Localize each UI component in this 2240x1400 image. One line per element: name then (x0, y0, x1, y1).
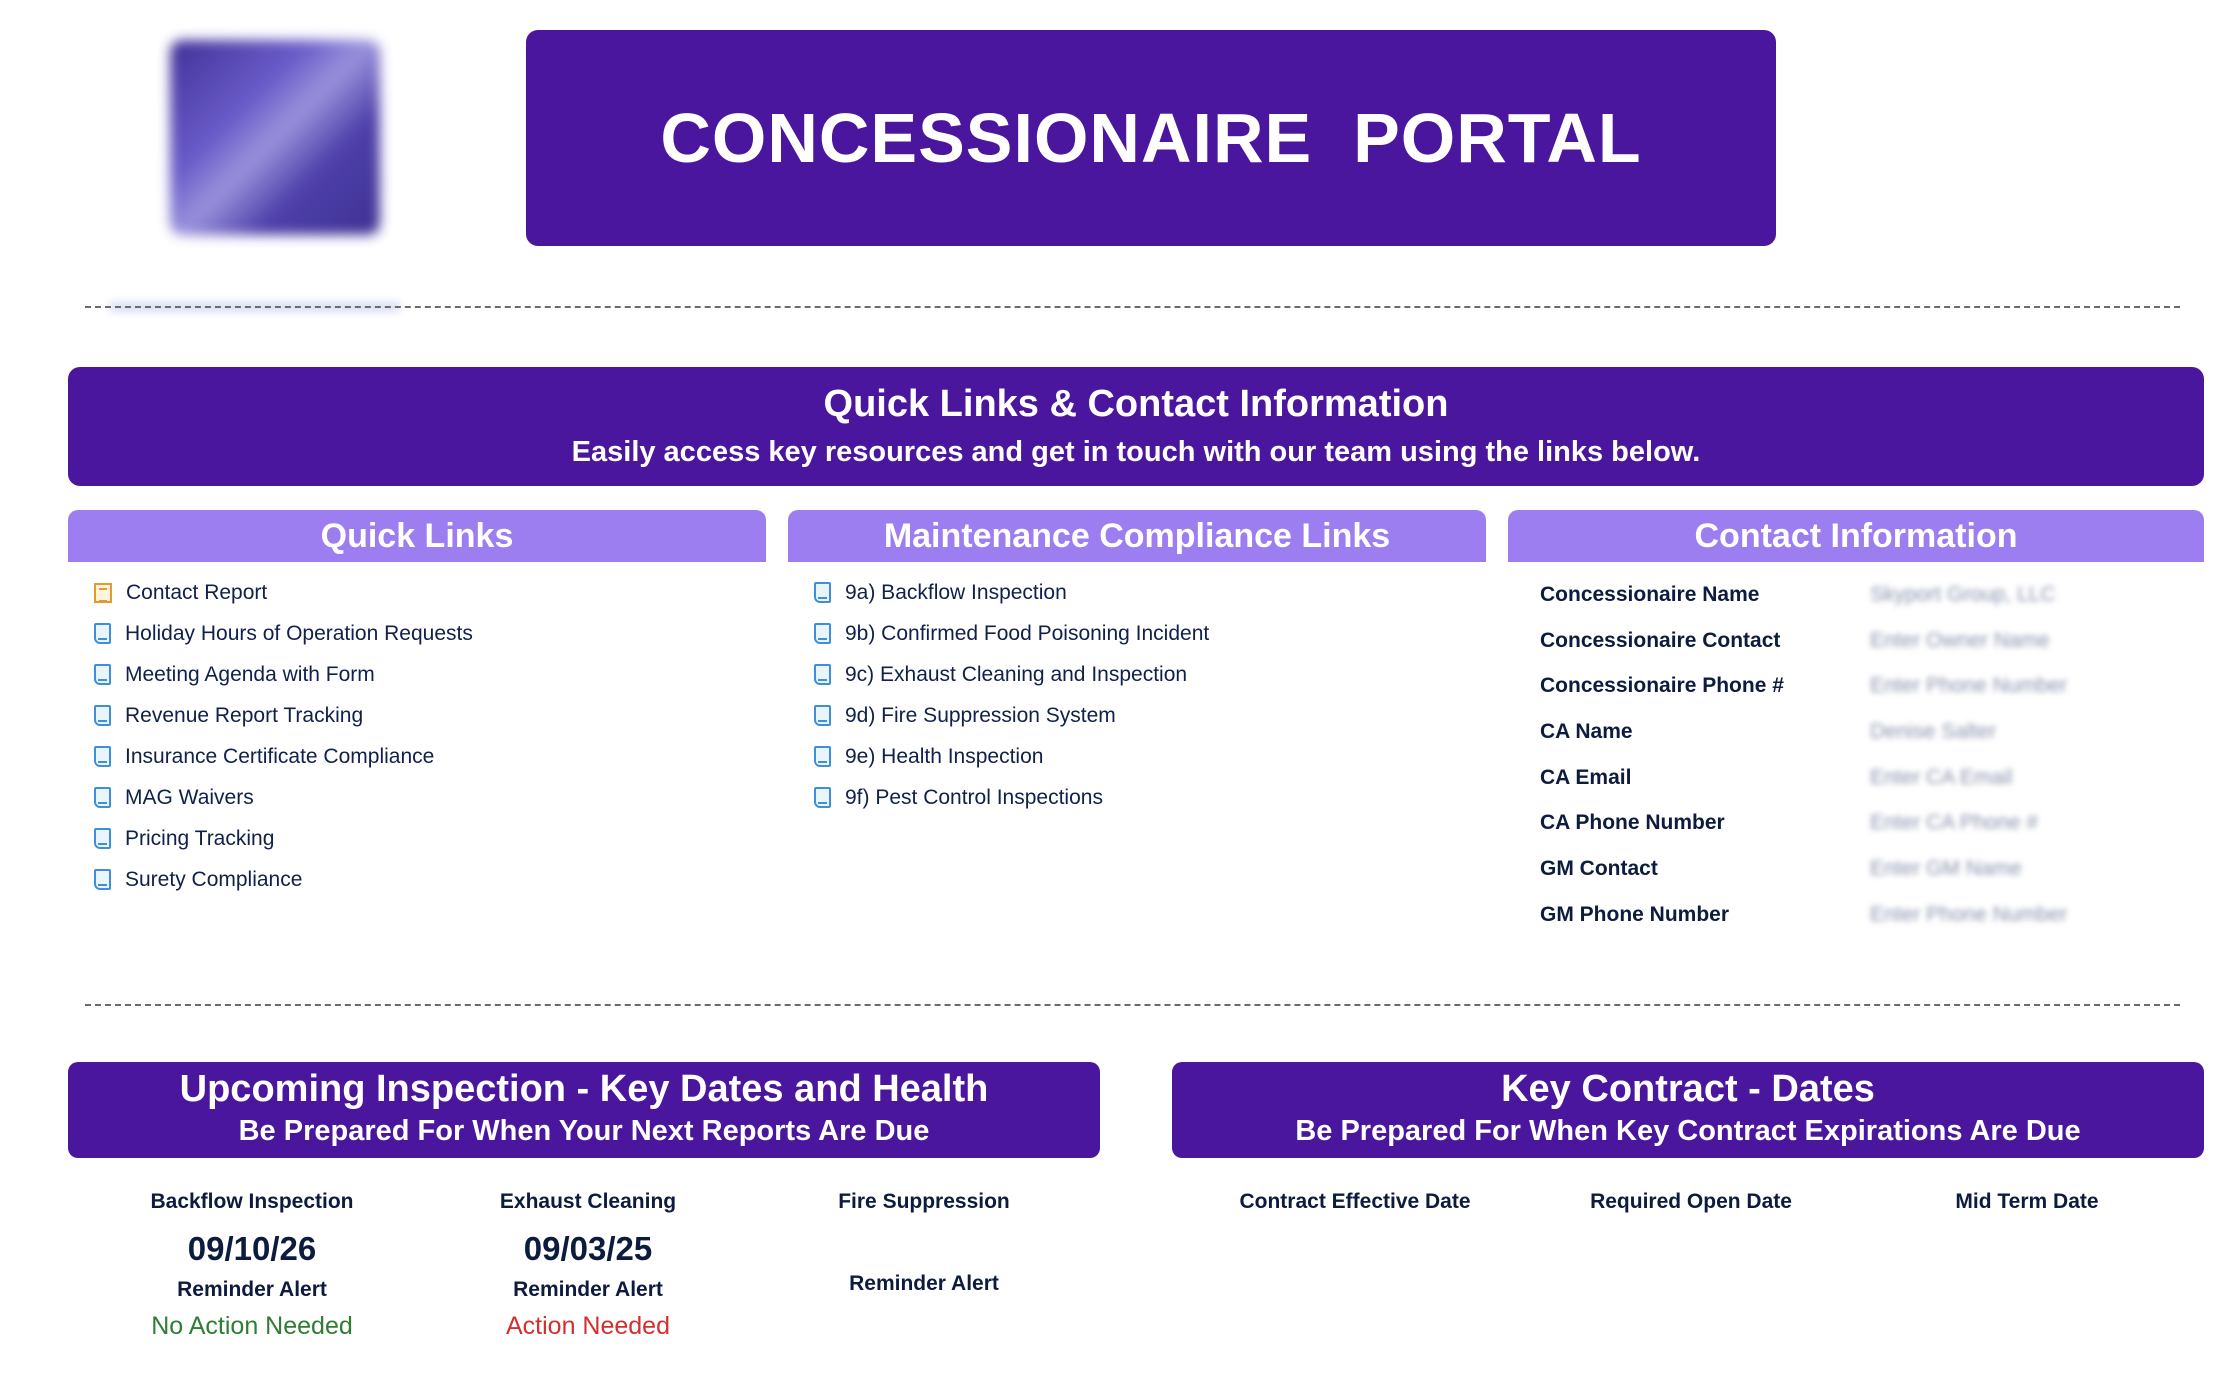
link-pricing-tracking[interactable] (94, 818, 766, 859)
link-label: MAG Waivers (125, 785, 254, 809)
portal-title-banner (526, 30, 1776, 246)
inspection-title: Upcoming Inspection - Key Dates and Health (179, 1068, 989, 1110)
contract-subtitle: Be Prepared For When Key Contract Expirations Are Due (1295, 1115, 2081, 1147)
reminder-label: Reminder Alert (849, 1272, 999, 1295)
inspection-label: Fire Suppression (838, 1190, 1010, 1213)
contact-label: Concessionaire Contact (1540, 628, 1781, 652)
link-revenue-report[interactable] (94, 695, 766, 736)
quick-links-contact-banner (68, 367, 2204, 486)
document-icon (814, 582, 831, 603)
quick-links-panel (68, 510, 766, 900)
maintenance-links-panel (788, 510, 1486, 818)
link-label: Contact Report (126, 580, 268, 604)
document-icon (814, 705, 831, 726)
inspection-date (756, 1220, 1092, 1272)
contact-row (1540, 709, 2204, 755)
link-label: Pricing Tracking (125, 826, 275, 850)
contact-value: Denise Salter (1870, 719, 1997, 743)
inspection-banner (68, 1062, 1100, 1158)
divider-top (85, 306, 2180, 308)
contact-info-panel (1508, 510, 2204, 938)
contact-row (1540, 846, 2204, 892)
contact-table (1508, 572, 2204, 938)
document-icon (94, 623, 111, 644)
contact-value: Enter GM Name (1870, 856, 2022, 880)
required-open-date: Required Open Date (1590, 1190, 1792, 1213)
contract-effective-date: Contract Effective Date (1239, 1190, 1471, 1213)
contact-row (1540, 663, 2204, 709)
contact-label: CA Phone Number (1540, 811, 1725, 835)
document-icon (94, 828, 111, 849)
contact-value: Enter Owner Name (1870, 628, 2050, 652)
link-label: Surety Compliance (125, 867, 303, 891)
contact-row (1540, 892, 2204, 938)
contact-value: Skyport Group, LLC (1870, 582, 2056, 606)
link-contact-report[interactable] (94, 572, 766, 613)
document-icon (814, 787, 831, 808)
quick-links-list (68, 572, 766, 900)
link-fire-suppression[interactable] (814, 695, 1486, 736)
contact-row (1540, 755, 2204, 801)
document-icon (94, 869, 111, 890)
contact-row (1540, 800, 2204, 846)
link-label: Revenue Report Tracking (125, 703, 364, 727)
link-exhaust-cleaning[interactable] (814, 654, 1486, 695)
link-insurance-certificate[interactable] (94, 736, 766, 777)
link-holiday-hours[interactable] (94, 613, 766, 654)
document-icon (814, 623, 831, 644)
maintenance-links-list (788, 572, 1486, 818)
portal-title: CONCESSIONAIRE PORTAL (660, 99, 1642, 177)
contact-value: Enter CA Email (1870, 765, 2013, 789)
document-icon (94, 787, 111, 808)
inspection-date: 09/03/25 (523, 1230, 653, 1267)
contact-row (1540, 618, 2204, 664)
document-icon (94, 705, 111, 726)
reminder-status: Action Needed (505, 1312, 670, 1340)
contact-info-header: Contact Information (1508, 510, 2204, 562)
contact-label: CA Name (1540, 719, 1633, 743)
reminder-label: Reminder Alert (513, 1278, 663, 1301)
contact-value: Enter Phone Number (1870, 902, 2068, 926)
contract-title: Key Contract - Dates (1501, 1068, 1875, 1110)
section-subtitle: Easily access key resources and get in touch with our team using the links below. (571, 436, 1701, 468)
reminder-status: No Action Needed (151, 1312, 353, 1340)
link-mag-waivers[interactable] (94, 777, 766, 818)
link-label: 9d) Fire Suppression System (845, 703, 1116, 727)
inspection-backflow (84, 1190, 420, 1344)
contact-row (1540, 572, 2204, 618)
link-label: 9b) Confirmed Food Poisoning Incident (845, 621, 1210, 645)
contact-label: Concessionaire Phone # (1540, 674, 1784, 698)
reminder-status (756, 1302, 1092, 1338)
quick-links-header: Quick Links (68, 510, 766, 562)
contact-label: GM Contact (1540, 856, 1658, 880)
contract-banner (1172, 1062, 2204, 1158)
contact-value: Enter Phone Number (1870, 674, 2068, 698)
contact-label: CA Email (1540, 765, 1632, 789)
section-title: Quick Links & Contact Information (823, 383, 1449, 425)
document-icon (94, 664, 111, 685)
link-health-inspection[interactable] (814, 736, 1486, 777)
link-label: Insurance Certificate Compliance (125, 744, 435, 768)
contact-label: GM Phone Number (1540, 902, 1730, 926)
link-label: 9c) Exhaust Cleaning and Inspection (845, 662, 1188, 686)
link-label: Holiday Hours of Operation Requests (125, 621, 473, 645)
link-label: 9f) Pest Control Inspections (845, 785, 1103, 809)
inspection-label: Backflow Inspection (150, 1190, 354, 1213)
reminder-label: Reminder Alert (177, 1278, 327, 1301)
link-pest-control[interactable] (814, 777, 1486, 818)
link-surety-compliance[interactable] (94, 859, 766, 900)
maintenance-links-header: Maintenance Compliance Links (788, 510, 1486, 562)
inspection-label: Exhaust Cleaning (499, 1190, 677, 1213)
form-icon (94, 583, 112, 603)
document-icon (814, 664, 831, 685)
mid-term-date: Mid Term Date (1955, 1190, 2099, 1213)
contact-label: Concessionaire Name (1540, 582, 1760, 606)
link-label: 9e) Health Inspection (845, 744, 1044, 768)
company-logo (170, 40, 380, 235)
inspection-subtitle: Be Prepared For When Your Next Reports Are Due (238, 1115, 930, 1147)
inspection-date: 09/10/26 (187, 1230, 317, 1267)
link-label: Meeting Agenda with Form (125, 662, 375, 686)
document-icon (94, 746, 111, 767)
inspection-fire-suppression (756, 1190, 1092, 1338)
link-backflow-inspection[interactable] (814, 572, 1486, 613)
contact-value: Enter CA Phone # (1870, 811, 2039, 835)
divider-bottom (85, 1004, 2180, 1006)
link-meeting-agenda[interactable] (94, 654, 766, 695)
inspection-exhaust (420, 1190, 756, 1344)
link-food-poisoning-incident[interactable] (814, 613, 1486, 654)
document-icon (814, 746, 831, 767)
link-label: 9a) Backflow Inspection (845, 580, 1067, 604)
